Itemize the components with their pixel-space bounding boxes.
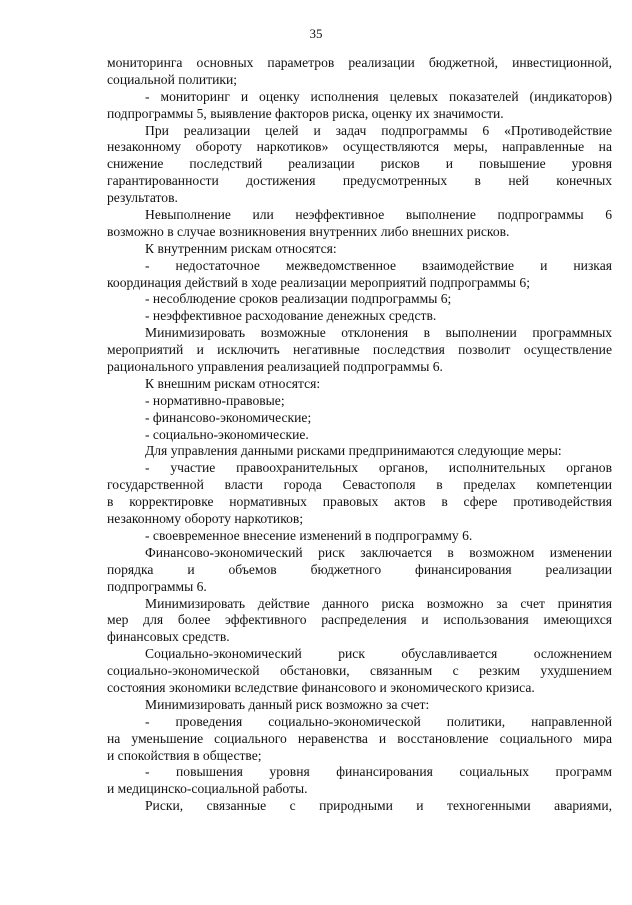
text-line: состояния экономики вследствие финансового и экономического кризиса. bbox=[107, 679, 535, 695]
text-line: К внутренним рискам относятся: bbox=[145, 240, 337, 256]
text-line: в корректировке нормативных правовых актов в сфере противодействия bbox=[107, 494, 612, 510]
text-line: Минимизировать действие данного риска возможно за счет принятия bbox=[145, 595, 612, 611]
text-line: Социально-экономический риск обуславливается осложнением bbox=[145, 646, 612, 662]
text-line: результатов. bbox=[107, 190, 178, 206]
text-line: незаконному обороту наркотиков; bbox=[107, 511, 304, 527]
text-line: - нормативно-правовые; bbox=[145, 392, 285, 408]
text-line: - финансово-экономические; bbox=[145, 409, 312, 425]
text-line: и спокойствия в обществе; bbox=[107, 747, 262, 763]
text-line: - повышения уровня финансирования социальных программ bbox=[145, 764, 612, 780]
text-line: Минимизировать возможные отклонения в выполнении программных bbox=[145, 325, 612, 341]
text-line: К внешним рискам относятся: bbox=[145, 375, 321, 391]
text-line: Риски, связанные с природными и техногенными авариями, bbox=[145, 798, 612, 814]
text-line: незаконному обороту наркотиков» осуществляются меры, направленные на bbox=[107, 139, 612, 155]
text-line: - участие правоохранительных органов, исполнительных органов bbox=[145, 460, 612, 476]
text-line: подпрограммы 5, выявление факторов риска, оценку их значимости. bbox=[107, 105, 504, 121]
page-number: 35 bbox=[309, 26, 323, 41]
text-line: порядка и объемов бюджетного финансирования реализации bbox=[107, 561, 612, 577]
text-line: государственной власти города Севастополя в пределах компетенции bbox=[107, 477, 612, 493]
text-line: мониторинга основных параметров реализации бюджетной, инвестиционной, bbox=[107, 55, 612, 70]
document-body bbox=[107, 55, 612, 815]
text-line: гарантированности достижения предусмотренных в ней конечных bbox=[107, 173, 612, 189]
text-line: снижение последствий реализации рисков и повышение уровня bbox=[107, 156, 612, 172]
text-line: на уменьшение социального неравенства и восстановление социального мира bbox=[107, 730, 612, 746]
text-line: социальной политики; bbox=[107, 71, 238, 87]
text-line: Невыполнение или неэффективное выполнение подпрограммы 6 bbox=[145, 207, 612, 223]
text-line: Минимизировать данный риск возможно за счет: bbox=[145, 696, 430, 712]
text-line: мероприятий и исключить негативные последствия позволит осуществление bbox=[107, 342, 612, 358]
text-line: - своевременное внесение изменений в подпрограмму 6. bbox=[145, 527, 473, 543]
text-line: координация действий в ходе реализации мероприятий подпрограммы 6; bbox=[107, 274, 530, 290]
text-line: социально-экономической обстановки, связанным с резким ухудшением bbox=[107, 663, 612, 679]
text-line: возможно в случае возникновения внутренних либо внешних рисков. bbox=[107, 223, 510, 239]
text-line: - проведения социально-экономической политики, направленной bbox=[145, 713, 612, 729]
text-line: рационального управления реализацией подпрограммы 6. bbox=[107, 359, 443, 375]
text-line: - социально-экономические. bbox=[145, 426, 309, 442]
text-line: мер для более эффективного распределения и использования имеющихся bbox=[107, 612, 612, 628]
text-line: Для управления данными рисками предпринимаются следующие меры: bbox=[145, 443, 562, 459]
text-line: - несоблюдение сроков реализации подпрограммы 6; bbox=[145, 291, 452, 307]
text-line: и медицинско-социальной работы. bbox=[107, 781, 308, 797]
text-line: Финансово-экономический риск заключается в возможном изменении bbox=[145, 544, 612, 560]
text-line: - неэффективное расходование денежных средств. bbox=[145, 308, 437, 324]
text-line: финансовых средств. bbox=[107, 629, 230, 645]
text-line: подпрограммы 6. bbox=[107, 578, 207, 594]
text-line: - недостаточное межведомственное взаимодействие и низкая bbox=[145, 257, 612, 273]
text-line: - мониторинг и оценку исполнения целевых показателей (индикаторов) bbox=[145, 88, 612, 104]
text-line: При реализации целей и задач подпрограммы 6 «Противодействие bbox=[145, 122, 612, 138]
